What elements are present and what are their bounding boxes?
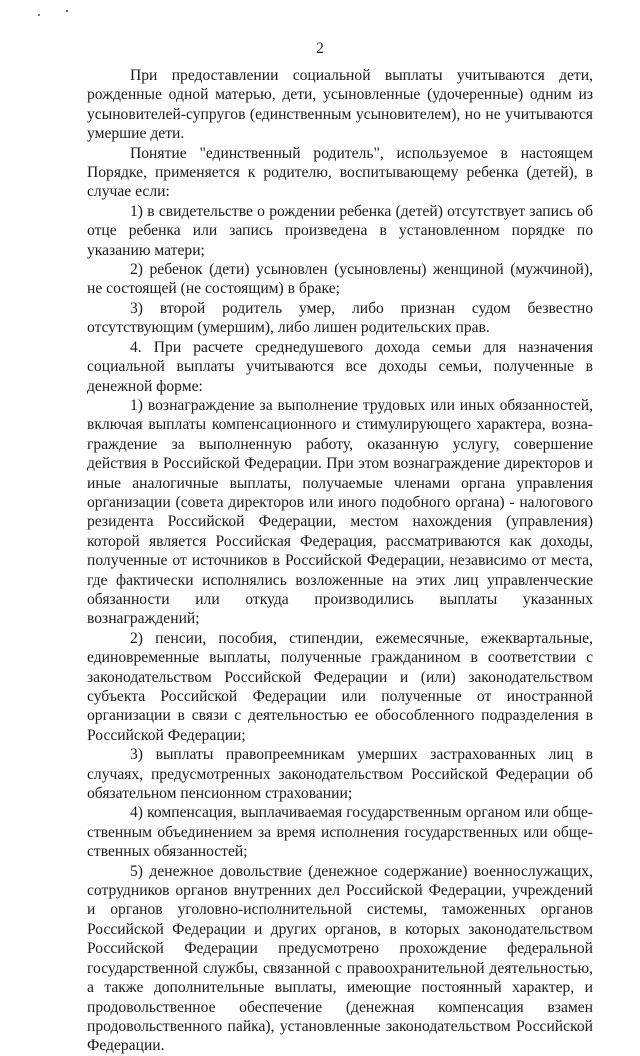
scan-speck — [66, 10, 68, 12]
paragraph-case-1: 1) в свидетельстве о рождении ребенка (детей) отсутствует запись об отце ребенка или запись произведена в установленном порядке по указанию матери; — [87, 202, 593, 259]
paragraph-section-4: 4. При расчете среднедушевого дохода семьи для назначения социальной выплаты учитываются все доходы семьи, полученные в денежной форме: — [87, 338, 593, 395]
paragraph-children-counting: При предоставлении социальной выплаты учитываются дети, рожденные одной матерью, дети, усыновленные (удочеренные) одним из усыновителей-супругов (единственным усыновителем), но не учитываются умершие дети. — [87, 67, 593, 143]
document-body — [87, 66, 593, 1056]
page-number: 2 — [316, 40, 324, 57]
paragraph-income-3: 3) выплаты правопреемникам умерших застрахованных лиц в случаях, предусмотренных законодательством Российской Федерации об обязательном пенсионном страховании; — [87, 746, 593, 803]
paragraph-case-2: 2) ребенок (дети) усыновлен (усыновлены) женщиной (мужчиной), не состоящей (не состоящим) в браке; — [87, 261, 593, 298]
scan-speck — [38, 14, 40, 16]
paragraph-case-3: 3) второй родитель умер, либо признан судом безвестно отсутствующим (умершим), либо лишен родительских прав. — [87, 299, 593, 337]
paragraph-income-4: 4) компенсация, выплачиваемая государственным органом или общественным объединением за время исполнения государственных или общественных обязанностей; — [87, 804, 593, 861]
paragraph-income-5: 5) денежное довольствие (денежное содержание) военнослужащих, сотрудников органов внутренних дел Российской Федерации, учреждений и органов уголовно-исполнительной системы, таможенных органов Российской Федерации и других органов, в которых законодательством Российской Федерации предусмотрено прохождение федеральной государственной службы, связанной с правоохранительной деятельностью, а также дополнительные выплаты, имеющие постоянный характер, и продовольственное обеспечение (денежная компенсация взамен продовольственного пайка), установленные законодательством Российской Федерации. — [87, 862, 593, 1055]
paragraph-income-2: 2) пенсии, пособия, стипендии, ежемесячные, ежеквартальные, единовременные выплаты, полученные гражданином в соответствии с законодательством Российской Федерации и (или) законодательством субъекта Российской Федерации или полученные от иностранной организации в связи с деятельностью ее обособленного подразделения в Российской Федерации; — [87, 629, 593, 744]
paragraph-income-1: 1) вознаграждение за выполнение трудовых или иных обязанностей, включая выплаты компенсационного и стимулирующего характера, вознаграждение за выполненную работу, оказанную услугу, совершение действия в Российской Федерации. При этом вознаграждение директоров и иные аналогичные выплаты, получаемые членами органа управления организации (совета директоров или иного подобного органа) - налогового резидента Российской Федерации, местом нахождения (управления) которой является Российская Федерация, рассматриваются как доходы, полученные от источников в Российской Федерации, независимо от места, где фактически исполнялись возложенные на этих лиц управленческие обязанности или откуда производились выплаты указанных вознаграждений; — [87, 396, 593, 628]
paragraph-single-parent-definition: Понятие "единственный родитель", используемое в настоящем Порядке, применяется к родителю, воспитывающему ребенка (детей), в случае если: — [87, 144, 593, 201]
